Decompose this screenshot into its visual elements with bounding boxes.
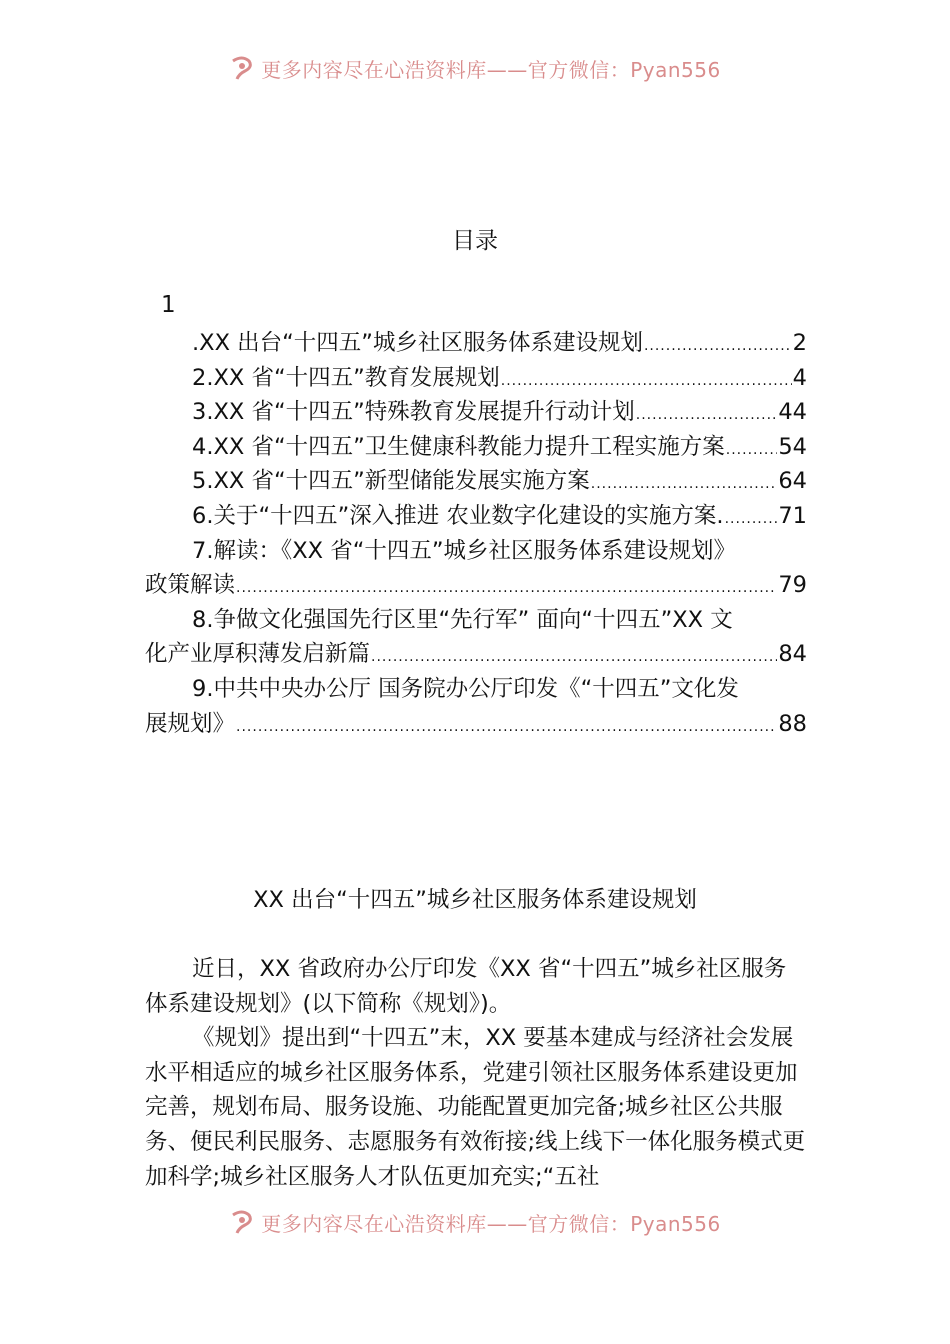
toc-entry[interactable]: .XX 出台“十四五”城乡社区服务体系建设规划 ..... 2 [145,326,807,361]
leader-dots [236,571,777,606]
leader-dots [371,640,777,675]
toc-entry[interactable]: 4.XX 省“十四五”卫生健康科教能力提升工程实施方案 ..... 54 [145,430,807,465]
watermark-header [0,50,950,86]
toc-entry[interactable]: 5.XX 省“十四五”新型储能发展实施方案 ..... 64 [145,464,807,499]
leader-dots [725,502,778,537]
toc-entry-line1[interactable]: 9.中共中央办公厅 国务院办公厅印发《“十四五”文化发 [192,675,739,702]
toc-entry-line2[interactable]: 化产业厚积薄发启新篇 ..... 84 [145,637,807,672]
paragraph: 近日，XX 省政府办公厅印发《XX 省“十四五”城乡社区服务体系建设规划》(以下简称《规划》)。 [145,956,787,1017]
logo-icon [229,1209,255,1235]
toc-page-marker: 1 [161,292,176,318]
toc-entry-line2[interactable]: 展规划》 ..... 88 [145,707,807,742]
toc-entry[interactable]: 3.XX 省“十四五”特殊教育发展提升行动计划 ..... 44 [145,395,807,430]
logo-icon [229,55,255,81]
toc-entry[interactable]: 6.关于“十四五”深入推进 农业数字化建设的实施方案. ..... 71 [145,499,807,534]
table-of-contents [145,326,807,741]
section-body [145,952,807,1194]
toc-title: 目录 [452,228,498,254]
watermark-footer [0,1204,950,1240]
leader-dots [644,329,792,364]
toc-entry[interactable]: 2.XX 省“十四五”教育发展规划 ..... 4 [145,361,807,396]
leader-dots [726,433,778,468]
toc-entry-line1[interactable]: 7.解读：《XX 省“十四五”城乡社区服务体系建设规划》 [192,537,737,564]
leader-dots [591,467,778,502]
leader-dots [636,398,778,433]
watermark-text: 更多内容尽在心浩资料库——官方微信：Pyan556 [261,57,721,82]
leader-dots [236,710,777,745]
watermark-text: 更多内容尽在心浩资料库——官方微信：Pyan556 [261,1211,721,1236]
leader-dots [501,364,792,399]
paragraph: 《规划》提出到“十四五”末，XX 要基本建成与经济社会发展水平相适应的城乡社区服务体系，党建引领社区服务体系建设更加完善，规划布局、服务设施、功能配置更加完备;城乡社区公共服务、便民利民服务、志愿服务有效衔接;线上线下一体化服务模式更加科学;城乡社区服务人才队伍更加充实;“五社 [145,1025,806,1190]
toc-entry-line1[interactable]: 8.争做文化强国先行区里“先行军” 面向“十四五”XX 文 [192,606,733,633]
toc-entry-line2[interactable]: 政策解读 ..... 79 [145,568,807,603]
section-title: XX 出台“十四五”城乡社区服务体系建设规划 [253,887,697,913]
